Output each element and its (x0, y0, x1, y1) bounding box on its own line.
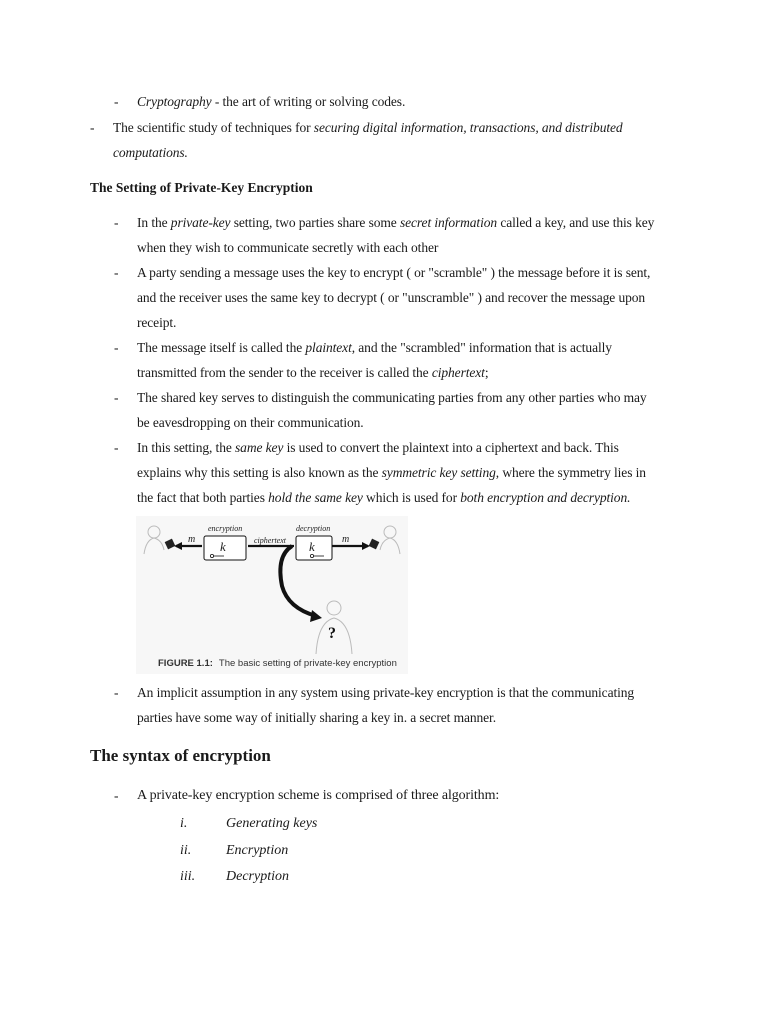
caption-number: FIGURE 1.1: (158, 658, 213, 669)
italic-text: secret information (399, 215, 498, 230)
bullet-dash: - (114, 94, 119, 109)
private-key-encryption-figure (136, 516, 408, 674)
text: , and the "scrambled" information that is actually (351, 340, 612, 355)
text: The scientific study of techniques for (113, 120, 314, 135)
italic-text: computations. (113, 145, 188, 160)
list-number: iii. (180, 869, 196, 884)
bullet-dash: - (114, 440, 119, 455)
text: In this setting, the (137, 440, 236, 455)
bullet1-line2: when they wish to communicate secretly with each other (137, 240, 439, 255)
text: called a key, and use this key (497, 215, 655, 230)
caption-text: The basic setting of private-key encryption (218, 658, 397, 669)
cryptography-term: Cryptography (137, 94, 212, 109)
bullet3-line2 (137, 365, 488, 381)
text: , where the symmetry lies in (495, 465, 646, 480)
italic-text: private-key (170, 215, 231, 230)
algorithms-intro: A private-key encryption scheme is comprised of three algorithm: (137, 788, 500, 803)
cryptography-definition (137, 94, 405, 110)
text: setting, two parties share some (230, 215, 400, 230)
bullet2-line3: receipt. (137, 315, 177, 330)
italic-text: plaintext (305, 340, 352, 355)
section-heading-syntax: The syntax of encryption (90, 746, 271, 765)
scientific-study-line1 (113, 120, 623, 136)
dec-key-symbol: k (309, 539, 315, 554)
list-item-decryption: Decryption (226, 869, 289, 884)
bullet2-line2: and the receiver uses the same key to decrypt ( or "unscramble" ) and recover the message upon (137, 290, 646, 305)
bullet-dash: - (114, 265, 119, 280)
bullet5-line3 (137, 490, 630, 506)
text: In the (137, 215, 171, 230)
message-symbol-right: m (342, 534, 350, 545)
italic-text: hold the same key (268, 490, 363, 505)
message-symbol-left: m (188, 534, 196, 545)
italic-text: ciphertext (431, 365, 485, 380)
list-item-encryption: Encryption (226, 843, 289, 858)
scientific-study-line2 (113, 145, 188, 161)
italic-text: symmetric key setting (381, 465, 496, 480)
decryption-label: decryption (296, 524, 331, 533)
italic-text: both encryption and decryption. (460, 490, 631, 505)
bullet6-line2: parties have some way of initially sharing a key in. a secret manner. (137, 710, 496, 725)
question-mark-icon: ? (328, 625, 336, 642)
figure-caption (158, 658, 397, 669)
bullet-dash: - (114, 215, 119, 230)
bullet-dash: - (114, 685, 119, 700)
ciphertext-label: ciphertext (254, 536, 286, 545)
encryption-label: encryption (208, 524, 243, 533)
bullet6-line1: An implicit assumption in any system using private-key encryption is that the communicating (137, 685, 635, 700)
text: is used to convert the plaintext into a ciphertext and back. This (283, 440, 619, 455)
list-number: i. (180, 816, 188, 831)
bullet-dash: - (114, 788, 119, 803)
bullet3-line1 (137, 340, 612, 356)
bullet2-line1: A party sending a message uses the key to encrypt ( or "scramble" ) the message before it is sent, (137, 265, 651, 280)
bullet4-line1: The shared key serves to distinguish the communicating parties from any other parties who may (137, 390, 647, 405)
bullet1-line1 (137, 215, 654, 231)
bullet5-line2 (137, 465, 646, 481)
italic-text: same key (235, 440, 284, 455)
list-number: ii. (180, 843, 192, 858)
text: the fact that both parties (137, 490, 269, 505)
bullet-dash: - (114, 340, 119, 355)
bullet-dash: - (114, 390, 119, 405)
definition-text: - the art of writing or solving codes. (211, 94, 406, 109)
bullet5-line1 (137, 440, 619, 456)
text: transmitted from the sender to the receiver is called the (137, 365, 432, 380)
text: ; (484, 365, 489, 380)
section-heading-private-key: The Setting of Private-Key Encryption (90, 180, 313, 195)
italic-text: securing digital information, transactions, and distributed (313, 120, 623, 135)
bullet4-line2: be eavesdropping on their communication. (137, 415, 364, 430)
text: which is used for (362, 490, 461, 505)
text: The message itself is called the (137, 340, 306, 355)
list-item-generating-keys: Generating keys (226, 816, 318, 831)
enc-key-symbol: k (220, 539, 226, 554)
text: explains why this setting is also known as the (137, 465, 382, 480)
bullet-dash: - (90, 120, 95, 135)
